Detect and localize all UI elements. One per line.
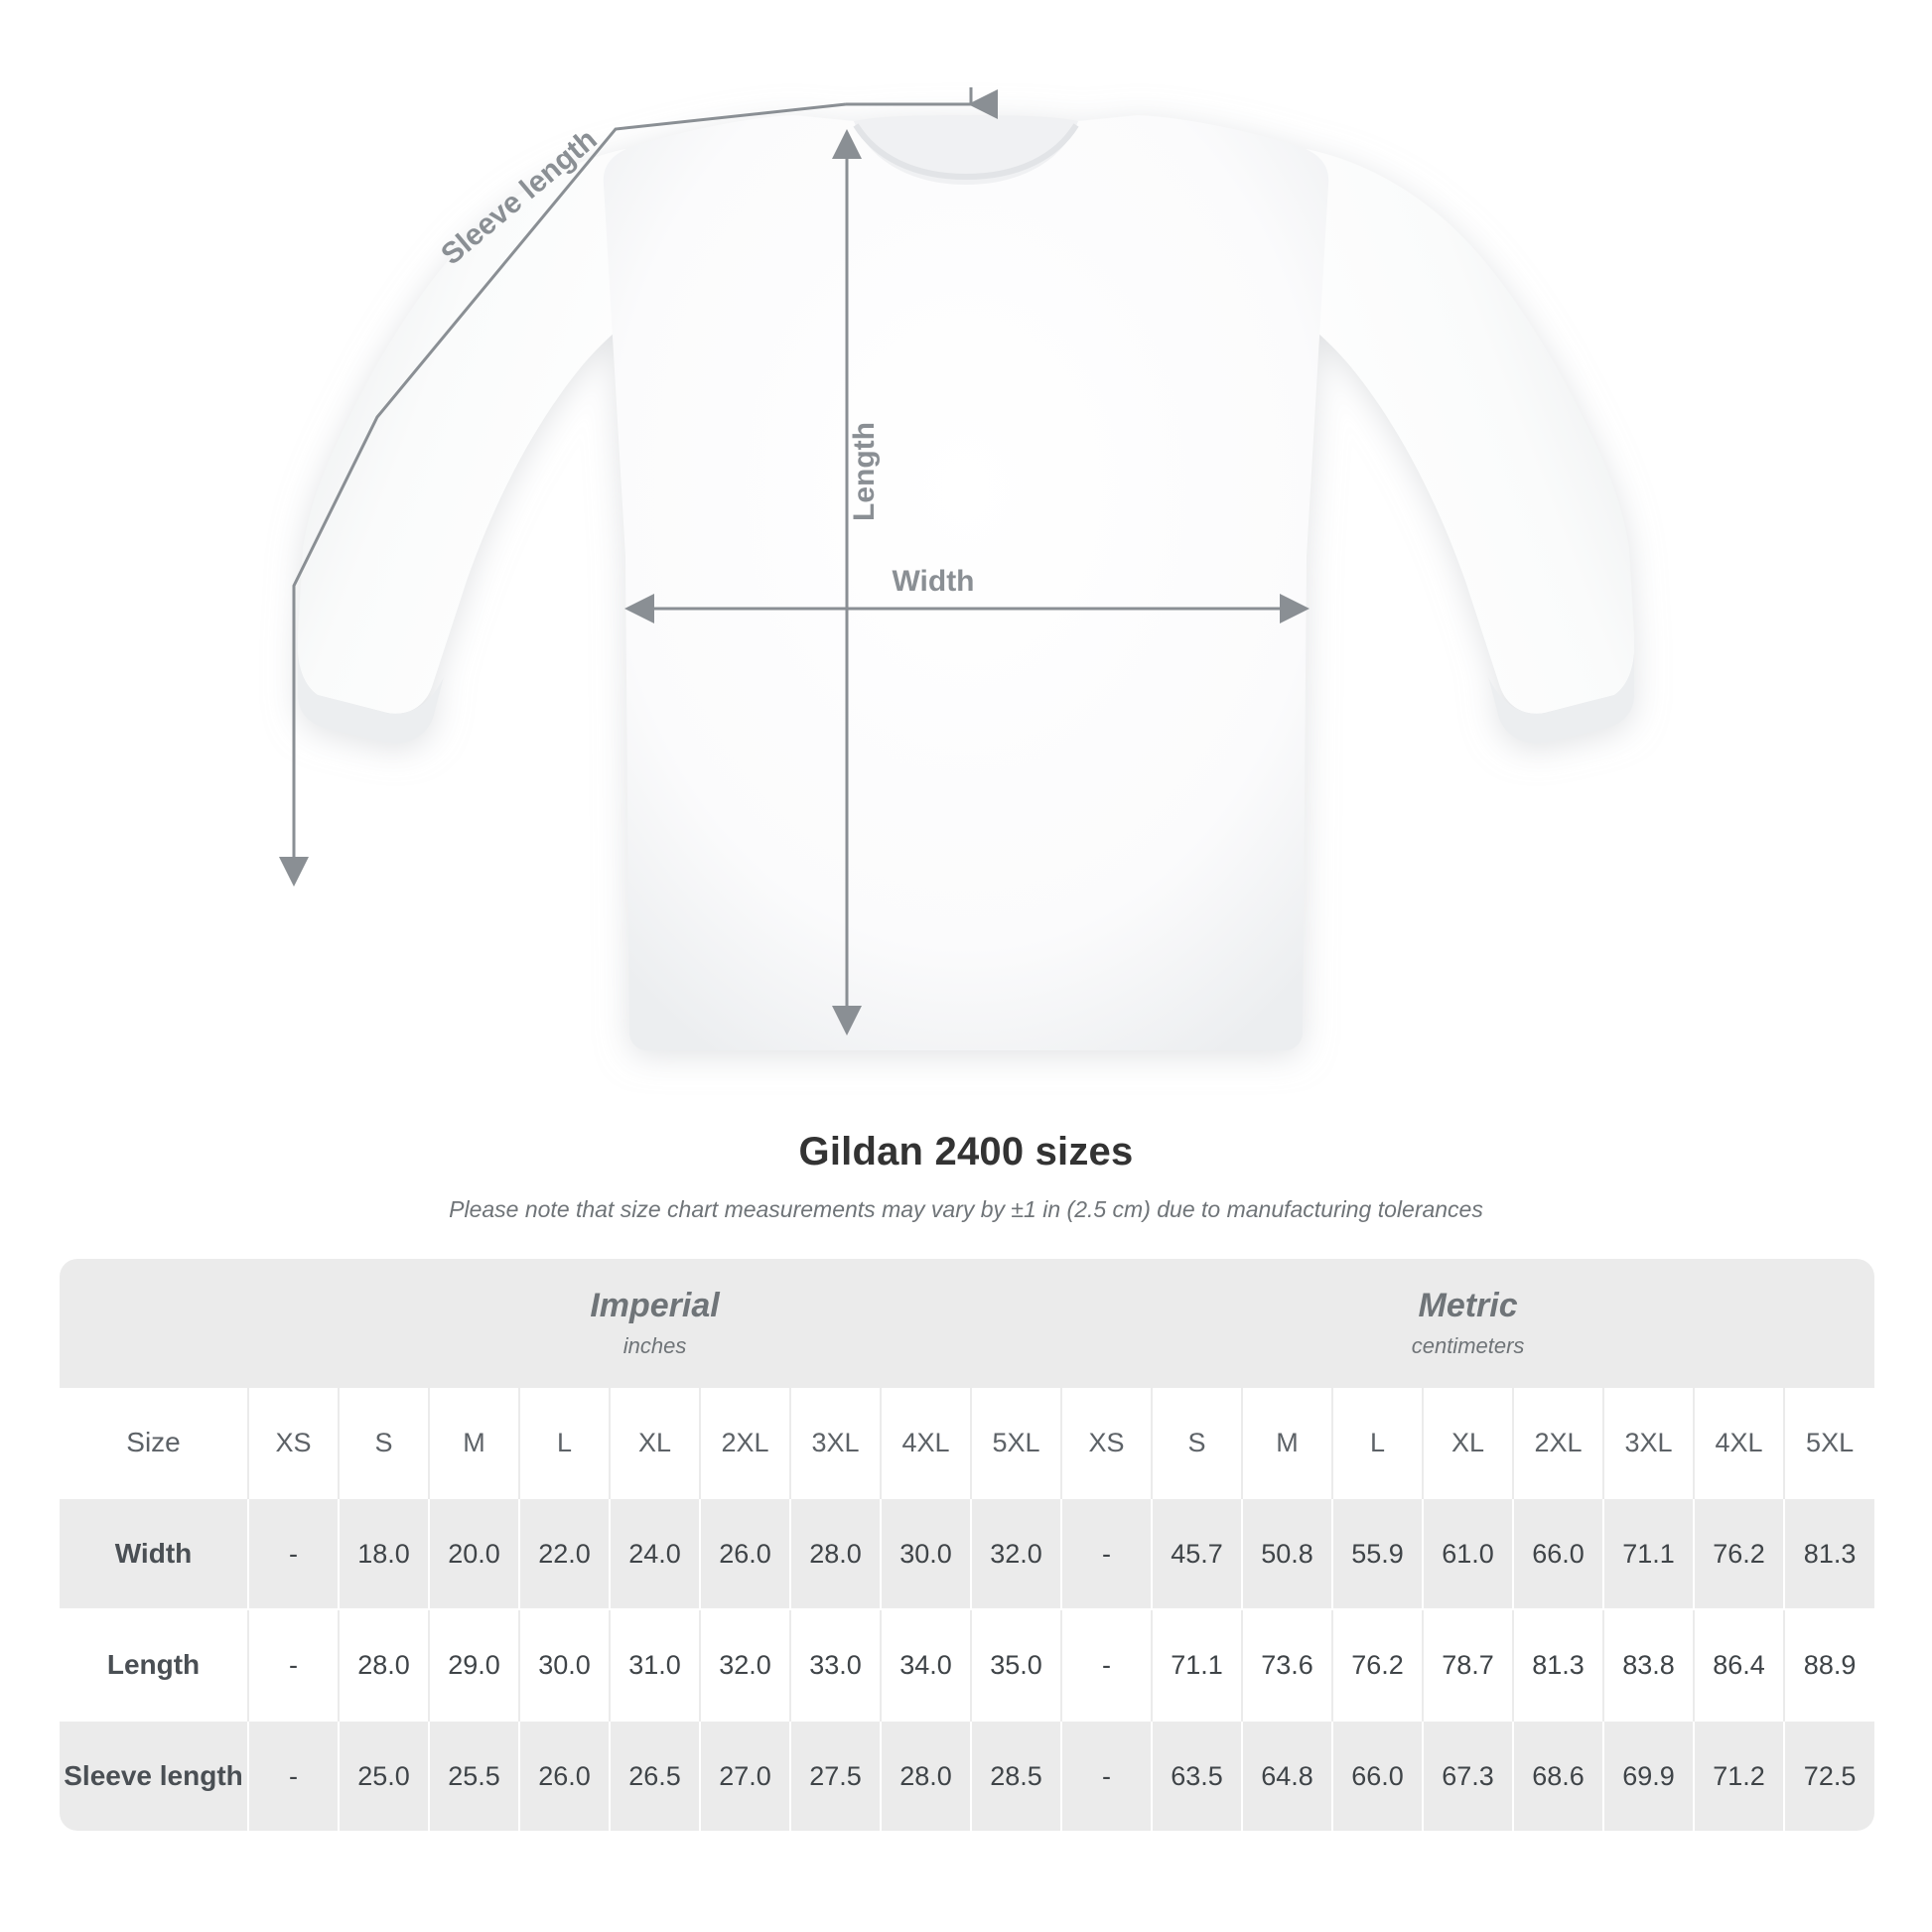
measurement-note: Please note that size chart measurements may vary by ±1 in (2.5 cm) due to manufacturing tolerances xyxy=(449,1196,1483,1222)
size-header-cell: 3XL xyxy=(790,1388,881,1498)
cell: 88.9 xyxy=(1784,1609,1874,1721)
cell: 73.6 xyxy=(1242,1609,1332,1721)
size-header-cell: S xyxy=(1152,1388,1242,1498)
size-header-cell: 4XL xyxy=(1694,1388,1784,1498)
cell: - xyxy=(1061,1609,1152,1721)
cell: 76.2 xyxy=(1694,1498,1784,1609)
size-header-cell: 3XL xyxy=(1603,1388,1694,1498)
size-header-row xyxy=(60,1388,1874,1498)
cell: 26.0 xyxy=(519,1721,610,1831)
size-chart-table xyxy=(60,1259,1874,1831)
cell: 25.0 xyxy=(339,1721,429,1831)
cell: 83.8 xyxy=(1603,1609,1694,1721)
size-header-cell: 5XL xyxy=(971,1388,1061,1498)
row-label-length: Length xyxy=(60,1609,248,1721)
length-label: Length xyxy=(848,422,881,521)
size-header-cell: 4XL xyxy=(881,1388,971,1498)
cell: 71.2 xyxy=(1694,1721,1784,1831)
cell: 18.0 xyxy=(339,1498,429,1609)
table-row xyxy=(60,1498,1874,1609)
size-header-cell: 2XL xyxy=(1513,1388,1603,1498)
size-header-cell: L xyxy=(519,1388,610,1498)
unit-imperial-sub: inches xyxy=(622,1332,687,1358)
unit-imperial-name: Imperial xyxy=(590,1287,720,1325)
cell: 31.0 xyxy=(610,1609,700,1721)
size-header-cell: S xyxy=(339,1388,429,1498)
row-label-width: Width xyxy=(60,1498,248,1609)
cell: 78.7 xyxy=(1423,1609,1513,1721)
cell: 29.0 xyxy=(429,1609,519,1721)
cell: 33.0 xyxy=(790,1609,881,1721)
cell: 76.2 xyxy=(1332,1609,1423,1721)
cell: - xyxy=(1061,1498,1152,1609)
cell: 66.0 xyxy=(1332,1721,1423,1831)
title-block xyxy=(0,1130,1932,1223)
unit-header-row xyxy=(60,1259,1874,1388)
width-label: Width xyxy=(892,565,975,598)
size-header-cell: M xyxy=(1242,1388,1332,1498)
size-header-cell: XS xyxy=(248,1388,339,1498)
size-header-label: Size xyxy=(60,1388,248,1498)
cell: 25.5 xyxy=(429,1721,519,1831)
cell: 71.1 xyxy=(1603,1498,1694,1609)
cell: - xyxy=(248,1498,339,1609)
table-row xyxy=(60,1721,1874,1831)
cell: - xyxy=(248,1609,339,1721)
unit-header-metric xyxy=(1061,1259,1874,1388)
cell: 30.0 xyxy=(881,1498,971,1609)
size-header-cell: XL xyxy=(1423,1388,1513,1498)
cell: 67.3 xyxy=(1423,1721,1513,1831)
unit-header-blank-left xyxy=(60,1259,248,1388)
cell: 45.7 xyxy=(1152,1498,1242,1609)
cell: 55.9 xyxy=(1332,1498,1423,1609)
cell: 28.0 xyxy=(881,1721,971,1831)
cell: 50.8 xyxy=(1242,1498,1332,1609)
cell: 30.0 xyxy=(519,1609,610,1721)
cell: 72.5 xyxy=(1784,1721,1874,1831)
unit-header-imperial xyxy=(248,1259,1061,1388)
cell: 27.5 xyxy=(790,1721,881,1831)
cell: 20.0 xyxy=(429,1498,519,1609)
cell: 81.3 xyxy=(1513,1609,1603,1721)
cell: 69.9 xyxy=(1603,1721,1694,1831)
page-title: Gildan 2400 sizes xyxy=(798,1130,1134,1173)
table-row xyxy=(60,1609,1874,1721)
cell: 81.3 xyxy=(1784,1498,1874,1609)
size-header-cell: 2XL xyxy=(700,1388,790,1498)
cell: 66.0 xyxy=(1513,1498,1603,1609)
cell: 28.5 xyxy=(971,1721,1061,1831)
cell: 28.0 xyxy=(339,1609,429,1721)
sleeve-length-label: Sleeve length xyxy=(435,122,604,272)
cell: 26.0 xyxy=(700,1498,790,1609)
size-header-cell: XL xyxy=(610,1388,700,1498)
cell: 32.0 xyxy=(700,1609,790,1721)
cell: - xyxy=(1061,1721,1152,1831)
cell: 22.0 xyxy=(519,1498,610,1609)
cell: 28.0 xyxy=(790,1498,881,1609)
row-label-sleeve-length: Sleeve length xyxy=(60,1721,248,1831)
unit-metric-name: Metric xyxy=(1418,1287,1518,1325)
unit-metric-sub: centimeters xyxy=(1411,1332,1525,1358)
size-header-cell: L xyxy=(1332,1388,1423,1498)
cell: 71.1 xyxy=(1152,1609,1242,1721)
size-header-cell: XS xyxy=(1061,1388,1152,1498)
cell: - xyxy=(248,1721,339,1831)
cell: 34.0 xyxy=(881,1609,971,1721)
cell: 64.8 xyxy=(1242,1721,1332,1831)
cell: 26.5 xyxy=(610,1721,700,1831)
cell: 32.0 xyxy=(971,1498,1061,1609)
cell: 27.0 xyxy=(700,1721,790,1831)
size-table-wrapper xyxy=(60,1259,1872,1831)
cell: 63.5 xyxy=(1152,1721,1242,1831)
cell: 24.0 xyxy=(610,1498,700,1609)
size-header-cell: M xyxy=(429,1388,519,1498)
cell: 35.0 xyxy=(971,1609,1061,1721)
cell: 68.6 xyxy=(1513,1721,1603,1831)
cell: 61.0 xyxy=(1423,1498,1513,1609)
cell: 86.4 xyxy=(1694,1609,1784,1721)
size-header-cell: 5XL xyxy=(1784,1388,1874,1498)
